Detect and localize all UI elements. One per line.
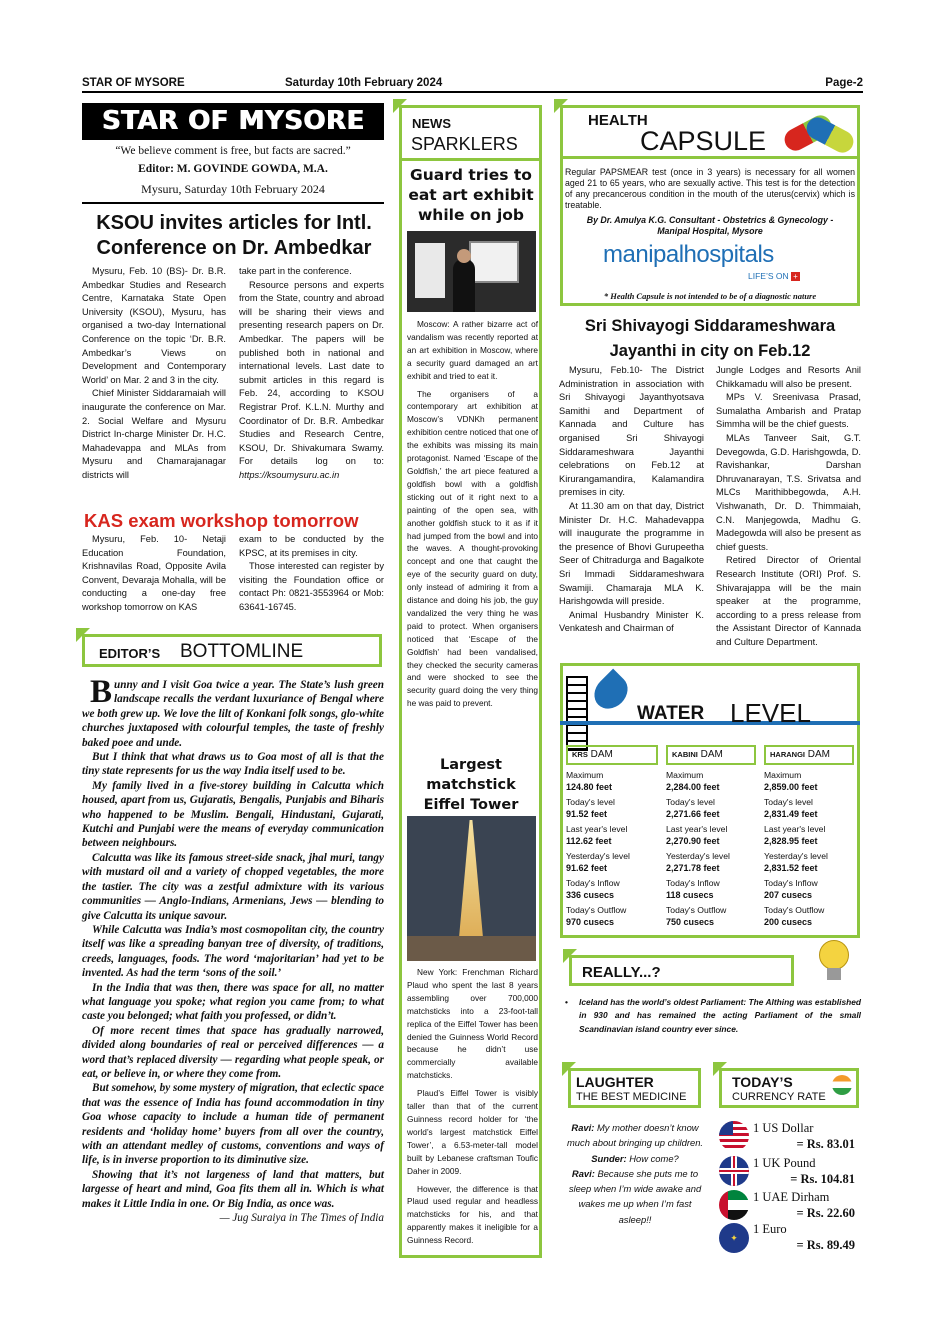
water-label-bold: WATER — [637, 703, 705, 724]
ksou-headline: KSOU invites articles for Intl. Conference on Dr. Ambedkar — [96, 212, 372, 259]
news-column — [399, 105, 542, 1258]
uk-flag-icon — [719, 1156, 749, 1186]
bottomline-label: BOTTOMLINE — [180, 641, 304, 662]
laughter-label-bold: LAUGHTER — [576, 1074, 654, 1090]
kas-col1: Mysuru, Feb. 10- Netaji Education Foundation, Krishnavilas Road, Opposite Avila Convent, Devaraja Mohalla, will be conducting a one-day free workshop tomorrow on KAS — [82, 534, 226, 612]
jayanthi-col2: Jungle Lodges and Resorts Anil Chikkamadu will also be present. MPs V. Sreenivasa Prasad, Sumalatha Ambarish and Pratap Simmha will be the chief guests. MLAs Tanveer Sait, G.T. Devegowda, G.D. Harishgowda, D. Ravishankar, Darshan Dhruvanarayan, T.S. Srivatsa and MLCs Marithibbegowda, A.H. Vishwanath, Dr. D. Thimmaiah, C.N. Manjegowda, Madhu G. Madegowda will also be present as chief guests. Retired Director of Oriental Research Institute (ORI) Prof. S. Shivarajappa will be the main speaker at the programme, according to a press release from the Assistant Director of Kannada and Culture Department. — [716, 365, 861, 647]
masthead-dateline: Mysuru, Saturday 10th February 2024 — [141, 182, 325, 196]
dam-kabini: KABINI DAM Maximum 2,284.00 feet Today's level 2,271.66 feet Last year's level 2,270.90 feet Yesterday's level 2,271.78 feet Today's Inflow 118 cusecs Today's Outflow 750 cusecs — [666, 745, 756, 928]
laughter-label-box — [568, 1068, 701, 1108]
health-byline: By Dr. Amulya K.G. Consultant - Obstetrics & Gynecology - Manipal Hospital, Mysore — [586, 215, 834, 236]
masthead-motto: “We believe comment is free, but facts are sacred.” — [115, 145, 351, 157]
currency-label: CURRENCY RATE — [732, 1091, 826, 1103]
bottomline-dropcap: B — [90, 674, 113, 710]
kas-headline: KAS exam workshop tomorrow — [84, 510, 359, 531]
rate-eur-value: = Rs. 89.49 — [796, 1238, 855, 1252]
health-text: Regular PAPSMEAR test (once in 3 years) is necessary for all women aged 21 to 65 years, who are sexually active. This test is for the detection of any precancerous condition in the mouth of the uterus(cervix) which is treatable. — [565, 167, 855, 210]
laughter-label: THE BEST MEDICINE — [576, 1091, 687, 1103]
ksou-link[interactable]: https://ksoumysuru.ac.in — [239, 469, 340, 480]
currency-list — [719, 1118, 859, 1258]
ksou-col1: Mysuru, Feb. 10 (BS)- Dr. B.R. Ambedkar Studies and Research Centre, Karnataka State Open University (KSOU), Mysuru, has organised a two-day International Conference on the topic ‘Dr. B.R. Ambedkar’s Views on Development and Contemporary World’ on Mar. 2 and 3 in the city. Chief Minister Siddaramaiah will inaugurate the conference on Mar. 2. Social Welfare and Mysuru District In-charge Minister Dr. H.C. Mahadevappa and MLAs from Mysuru and Chamarajanagar districts will — [82, 266, 226, 480]
currency-label-bold: TODAY’S — [732, 1074, 793, 1090]
currency-label-box — [719, 1068, 859, 1108]
dam-krs: KRS DAM Maximum 124.80 feet Today's level 91.52 feet Last year's level 112.62 feet Yesterday's level 91.62 feet Today's Inflow 336 cusecs Today's Outflow 970 cusecs — [566, 745, 658, 928]
rate-gbp-unit: 1 UK Pound — [753, 1156, 816, 1170]
jayanthi-headline: Sri Shivayogi Siddarameshwara Jayanthi in city on Feb.12 — [584, 317, 836, 360]
health-label-box — [560, 105, 860, 156]
rate-usd-value: = Rs. 83.01 — [796, 1137, 855, 1151]
ruler-icon — [566, 676, 588, 751]
lightbulb-icon — [815, 940, 853, 986]
water-label: LEVEL — [730, 698, 811, 728]
news-photo-eiffel — [407, 816, 536, 961]
masthead-rule — [82, 202, 384, 204]
bottomline-text: Bunny and I visit Goa twice a year. The State’s lush green landscape recalls the verdant luxuriance of Bengal where we both grew up. We love the lilt of Konkani folk songs, glo-white churches juxtaposed with colourful temples, the taste of freshly baked poee and unde. But I think that what draws us to Goa most of all is that the tiny state represents for us the way India itself used to be. My family lived in a five-storey building in Calcutta which housed, apart from us, Gujaratis, Bengalis, Punjabis and Biharis who happened to be Muslim. Bengali, Hindustani, Gujarati, Kutchi and Punjabi were the means of everyday communication between neighbours. Calcutta was like its famous street-side snack, jhal muri, tangy with mustard oil and a variety of chopped vegetables, the more the tastier. The city was a zestful admixture with its various communities — Anglo-Indians, Armenians, Jews — blending to give Calcutta its unique savour. While Calcutta was India’s most cosmopolitan city, the country itself was like a spreading banyan tree of diversity, of traditions, creeds, languages, foods. The word ‘majoritarian’ had yet to be invented. As had the term ‘sons of the soil.’ In the India that was then, there was space for all, no matter what language you spoke; what region you came from; to what caste you belonged; what faith you professed, or didn’t. Of more recent times that space has gradually narrowed, divided along boundaries of real or perceived differences — a word that’s replaced diversity — regarding what people speak, or eat, or believe in, or where they come from. But somehow, by some mystery of migration, that eclectic space that was the essence of India has found accommodation in tiny Goa whose capacity to include a human tide of permanent residents and ‘holiday home’ buyers from all over the country, with an attendant medley of customs, conventions and ways of life, is in inverse proportion to its diminutive size. Showing that it’s not largeness of land that matters, but largesse of heart and mind, Goa fits them all in. Which is what makes it Little India in one. Or Big India, as once was. — Jug Suraiya in The Times of India — [82, 674, 384, 1225]
really-fact: • Iceland has the world’s oldest Parliament: The Althing was established in 930 and has remained the acting Parliament of the small Scandinavian island country ever since. — [565, 997, 861, 1034]
news-headline-2: Largest matchstick Eiffel Tower — [423, 757, 519, 813]
header-paper: STAR OF MYSORE — [82, 77, 185, 89]
masthead-editor: Editor: M. GOVINDE GOWDA, M.A. — [138, 163, 328, 175]
masthead-logo: STAR OF MYSORE — [82, 103, 384, 140]
really-label: REALLY...? — [582, 964, 661, 981]
really-label-box — [569, 955, 794, 986]
bottomline-label-box — [82, 634, 382, 667]
us-flag-icon — [719, 1121, 749, 1151]
header-date: Saturday 10th February 2024 — [285, 77, 443, 89]
health-label: CAPSULE — [640, 126, 767, 156]
header-page: Page-2 — [825, 77, 863, 89]
news-headline-1: Guard tries to eat art exhibit while on job — [408, 166, 534, 224]
laughter-joke: Ravi: My mother doesn’t know much about bringing up children. Sunder: How come? Ravi: Because she puts me to sleep when I’m wide awake and wakes me up when I’m fast asleep!! — [566, 1122, 704, 1225]
news-photo-guard — [407, 231, 536, 312]
news-label-bold: NEWS — [412, 116, 451, 131]
kas-col2: exam to be conducted by the KPSC, at its premises in city. Those interested can register by visiting the Foundation office or contact Ph: 0821-3553964 or Mob: 63641-16745. — [239, 534, 384, 612]
health-note: * Health Capsule is not intended to be of a diagnostic nature — [603, 291, 817, 301]
rate-gbp-value: = Rs. 104.81 — [790, 1172, 855, 1186]
news-label: SPARKLERS — [411, 134, 518, 154]
india-flag-icon — [832, 1075, 852, 1095]
page-header — [82, 77, 863, 93]
news-article-1: Moscow: A rather bizarre act of vandalism was recently reported at an art exhibition in Moscow, where a security guard damaged an art exhibit and tried to eat it. The organisers of a contemporary art exhibition at Moscow’s VDNKh permanent exhibition centre noticed that one of the exhibits was missing its main protagonist. Named ‘Escape of the Goldfish,’ the art piece featured a goldfish bowl with a goldfish sticking out of it right next to a painting of the open sea, with another goldfish stuck to it as if it had jumped from the bowl and into the waves. A thought-provoking concept and one that caught the eye of the security guard on duty, only instead of admiring it from a distance and doing his job, the guy vandalized the very thing he was paid to protect. When organisers noticed that ‘Escape of the Goldfish’ had been vandalised, they checked the security cameras and were shocked to see the security guard doing the very thing he was paid to prevent. — [407, 319, 538, 709]
bottomline-label-bold: EDITOR’S — [99, 646, 161, 661]
eu-flag-icon: ✦ — [719, 1223, 749, 1253]
news-article-2: New York: Frenchman Richard Plaud who spent the last 8 years assembling over 700,000 matchsticks into a 23-foot-tall replica of the Eiffel Tower has been denied the Guinness World Record because he didn’t use commercially available matchsticks. Plaud’s Eiffel Tower is visibly taller than that of the current Guinness record holder for ‘the world’s largest matchstick Eiffel Tower’, a 6.53-meter-tall model built by Lebanese craftsman Toufic Daher in 2009. However, the difference is that Plaud used regular and headless matchsticks for his, and that apparently makes it ineligible for a Guinness Record. — [407, 967, 538, 1246]
plus-icon: + — [791, 272, 800, 281]
water-drop-icon — [588, 669, 635, 716]
health-logo: manipalhospitals — [603, 241, 774, 268]
health-tagline: LIFE’S ON + — [748, 271, 800, 281]
health-label-bold: HEALTH — [588, 112, 648, 129]
ksou-col2: take part in the conference. Resource persons and experts from the State, country and abroad will be sharing their views and presenting research papers on Dr. Ambedkar. The papers will be published both in national and international levels. Last date to submit articles in this regard is Feb. 24, according to KSOU Registrar Prof. K.L.N. Murthy and Coordinator of Dr. B.R. Ambedkar Studies and Research Centre, KSOU, Dr. Shivakumara Swamy. For details log on to: https://ksoumysuru.ac.in — [239, 266, 384, 480]
rate-aed-value: = Rs. 22.60 — [796, 1206, 855, 1220]
rate-eur-unit: 1 Euro — [753, 1222, 787, 1236]
dam-harangi: HARANGI DAM Maximum 2,859.00 feet Today's level 2,831.49 feet Last year's level 2,828.95 feet Yesterday's level 2,831.52 feet Today's Inflow 207 cusecs Today's Outflow 200 cusecs — [764, 745, 854, 928]
rate-aed-unit: 1 UAE Dirham — [753, 1190, 830, 1204]
capsule-icon — [781, 112, 856, 154]
rate-usd-unit: 1 US Dollar — [753, 1121, 814, 1135]
uae-flag-icon — [719, 1190, 749, 1220]
bottomline-byline: — Jug Suraiya in The Times of India — [219, 1212, 384, 1225]
jayanthi-col1: Mysuru, Feb.10- The District Administration in association with Sri Shivayogi Jayanthyotsava Samithi and Department of Kannada and Culture has organised Sri Shivayogi Siddarameshwara Jayanthi celebrations on Feb.12 at Kirurangamandira, Kalamandira premises in city. At 11.30 am on that day, District Minister Dr. H.C. Mahadevappa will inaugurate the programme in the presence of Bhovi Gurupeetha Seer of Chitradurga and Bagalkote Sri Immadi Siddarameshwara Swamiji. Chamaraja MLA K. Harishgowda will preside. Animal Husbandry Minister K. Venkatesh and Chairman of — [559, 365, 704, 634]
